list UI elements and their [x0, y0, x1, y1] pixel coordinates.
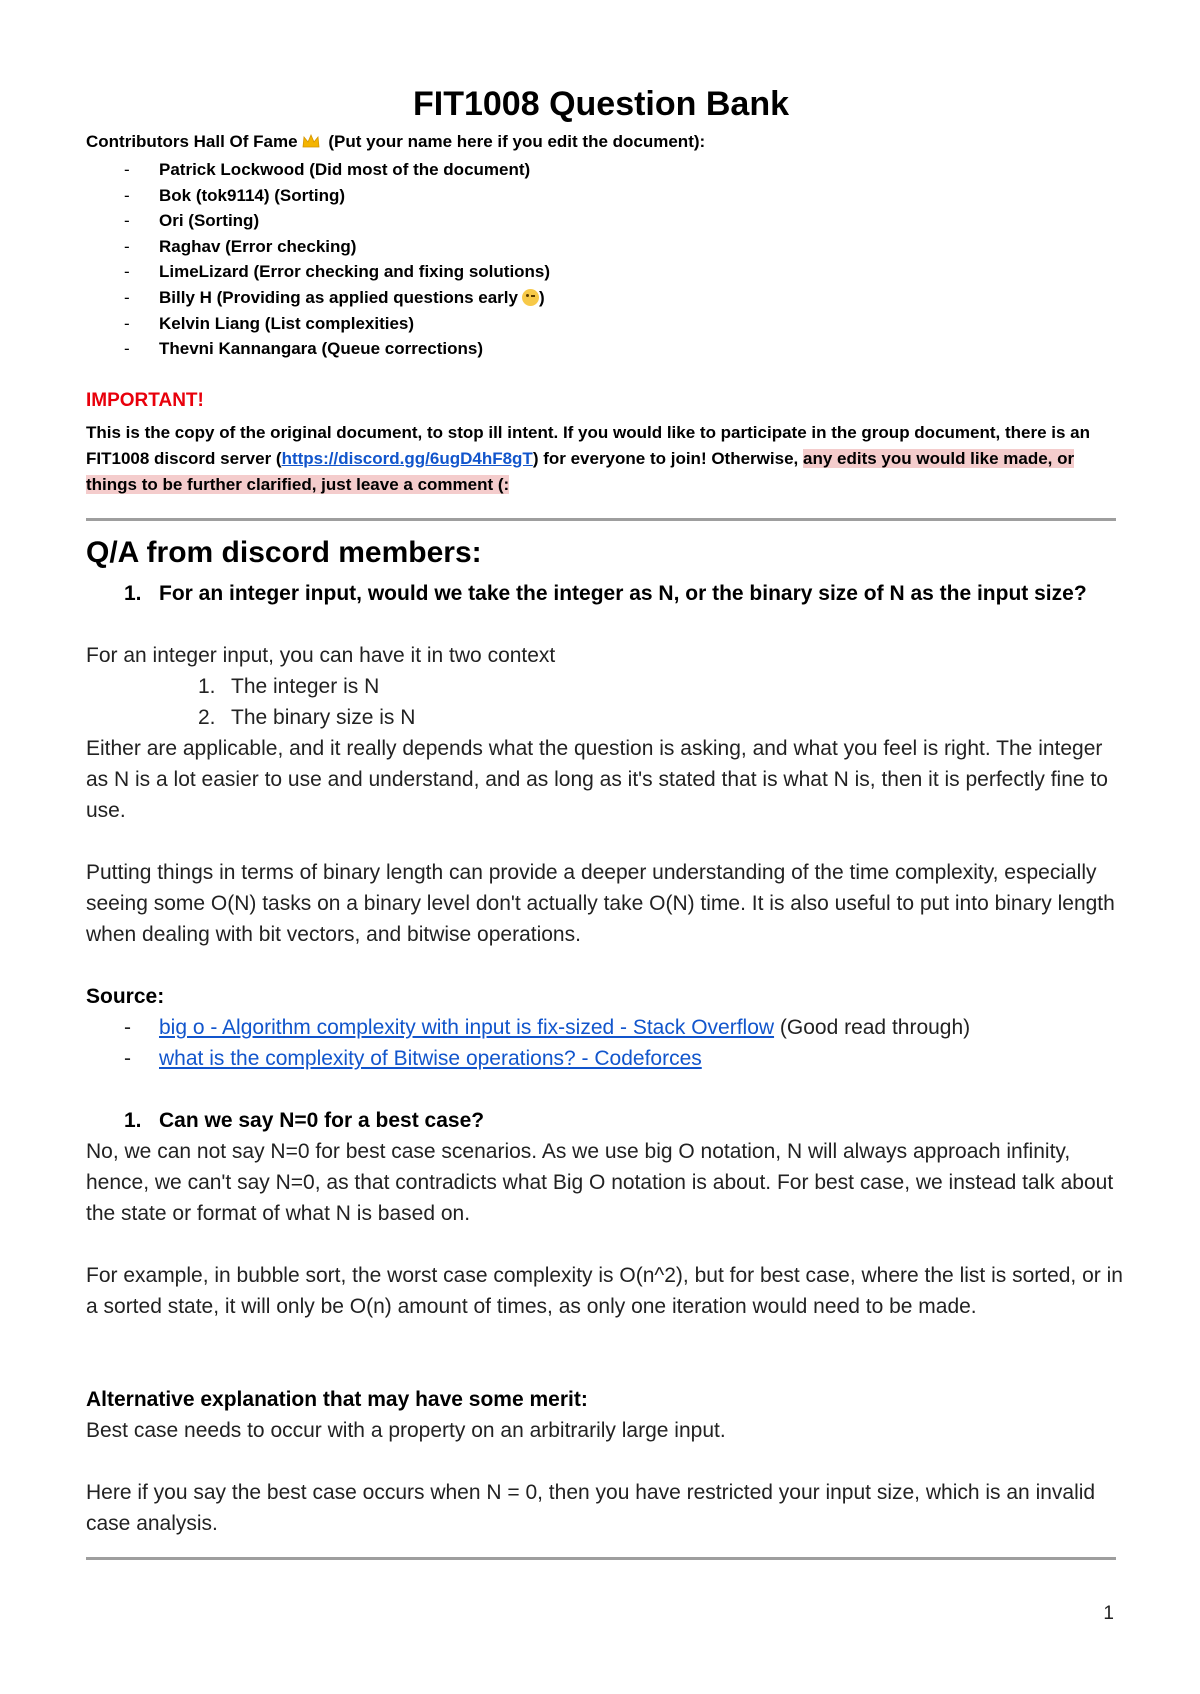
q1-intro: For an integer input, you can have it in two context: [86, 644, 556, 667]
important-label: IMPORTANT!: [86, 390, 204, 411]
contributors-heading-start: Contributors Hall Of Fame: [86, 132, 298, 151]
horizontal-rule: [86, 518, 1116, 521]
alt-paragraph-1: Best case needs to occur with a property on an arbitrarily large input.: [86, 1419, 726, 1442]
wink-emoji-icon: [522, 289, 539, 306]
codeforces-link[interactable]: what is the complexity of Bitwise operations? - Codeforces: [159, 1047, 702, 1070]
list-item: - Thevni Kannangara (Queue corrections): [124, 339, 484, 359]
contributors-heading: [86, 131, 705, 153]
q2-paragraph-2: For example, in bubble sort, the worst case complexity is O(n^2), but for best case, where the list is sorted, or in a sorted state, it will only be O(n) amount of times, as only one iteration would need to be made.: [86, 1264, 1123, 1318]
list-item: - Billy H (Providing as applied questions early ): [124, 287, 545, 307]
q1-options-list: [86, 671, 415, 733]
highlighted-text: any edits you would like made, or things to be further clarified, just leave a comment (:: [86, 449, 1075, 494]
list-item: - what is the complexity of Bitwise operations? - Codeforces: [124, 1047, 702, 1070]
qa-heading: Q/A from discord members:: [86, 536, 482, 569]
question-2: 1. Can we say N=0 for a best case?: [124, 1109, 485, 1132]
q1-paragraph-1: Either are applicable, and it really depends what the question is asking, and what you feel is right. The integer as N is a lot easier to use and understand, and as long as it's stated that is what N is, then it is perfectly fine to use.: [86, 737, 1108, 822]
crown-icon: [302, 134, 320, 148]
q1-paragraph-2: Putting things in terms of binary length can provide a deeper understanding of the time complexity, especially seeing some O(N) tasks on a binary level don't actually take O(N) time. It is also useful to put into binary length when dealing with bit vectors, and bitwise operations.: [86, 861, 1115, 946]
list-item: - Bok (tok9114) (Sorting): [124, 185, 346, 205]
list-item: - big o - Algorithm complexity with input is fix-sized - Stack Overflow (Good read through): [124, 1016, 971, 1039]
document-title: FIT1008 Question Bank: [413, 85, 789, 123]
source-links: [86, 1012, 970, 1074]
alt-explanation-label: Alternative explanation that may have some merit:: [86, 1388, 588, 1411]
q2-paragraph-1: No, we can not say N=0 for best case scenarios. As we use big O notation, N will always approach infinity, hence, we can't say N=0, as that contradicts what Big O notation is about. For best case, we instead talk about the state or format of what N is based on.: [86, 1140, 1114, 1225]
page-number: 1: [1103, 1603, 1114, 1624]
list-item: - Patrick Lockwood (Did most of the document): [124, 160, 531, 179]
list-item: 1. The integer is N: [198, 675, 380, 698]
question-1: 1. For an integer input, would we take the integer as N, or the binary size of N as the input size?: [124, 582, 1087, 605]
list-item: 2. The binary size is N: [198, 706, 416, 729]
list-item: - LimeLizard (Error checking and fixing solutions): [124, 262, 551, 282]
alt-paragraph-2: Here if you say the best case occurs when N = 0, then you have restricted your input size, which is an invalid case analysis.: [86, 1481, 1096, 1535]
discord-link[interactable]: https://discord.gg/6ugD4hF8gT: [281, 449, 533, 468]
contributors-list: [86, 157, 550, 362]
source-label: Source:: [86, 985, 165, 1008]
contributors-heading-end: (Put your name here if you edit the document):: [328, 132, 706, 151]
notice-paragraph: This is the copy of the original document, to stop ill intent. If you would like to participate in the group document, there is an FIT1008 discord server (https://discord.gg/6ugD4hF8gT) for everyone to join! Otherwise, any edits you would like made, or things to be further clarified, just leave a comment (:: [86, 423, 1091, 494]
list-item: - Ori (Sorting): [124, 211, 260, 231]
list-item: - Raghav (Error checking): [124, 236, 357, 256]
stackoverflow-link[interactable]: big o - Algorithm complexity with input is fix-sized - Stack Overflow: [159, 1016, 775, 1039]
list-item: - Kelvin Liang (List complexities): [124, 313, 415, 333]
horizontal-rule: [86, 1557, 1116, 1560]
